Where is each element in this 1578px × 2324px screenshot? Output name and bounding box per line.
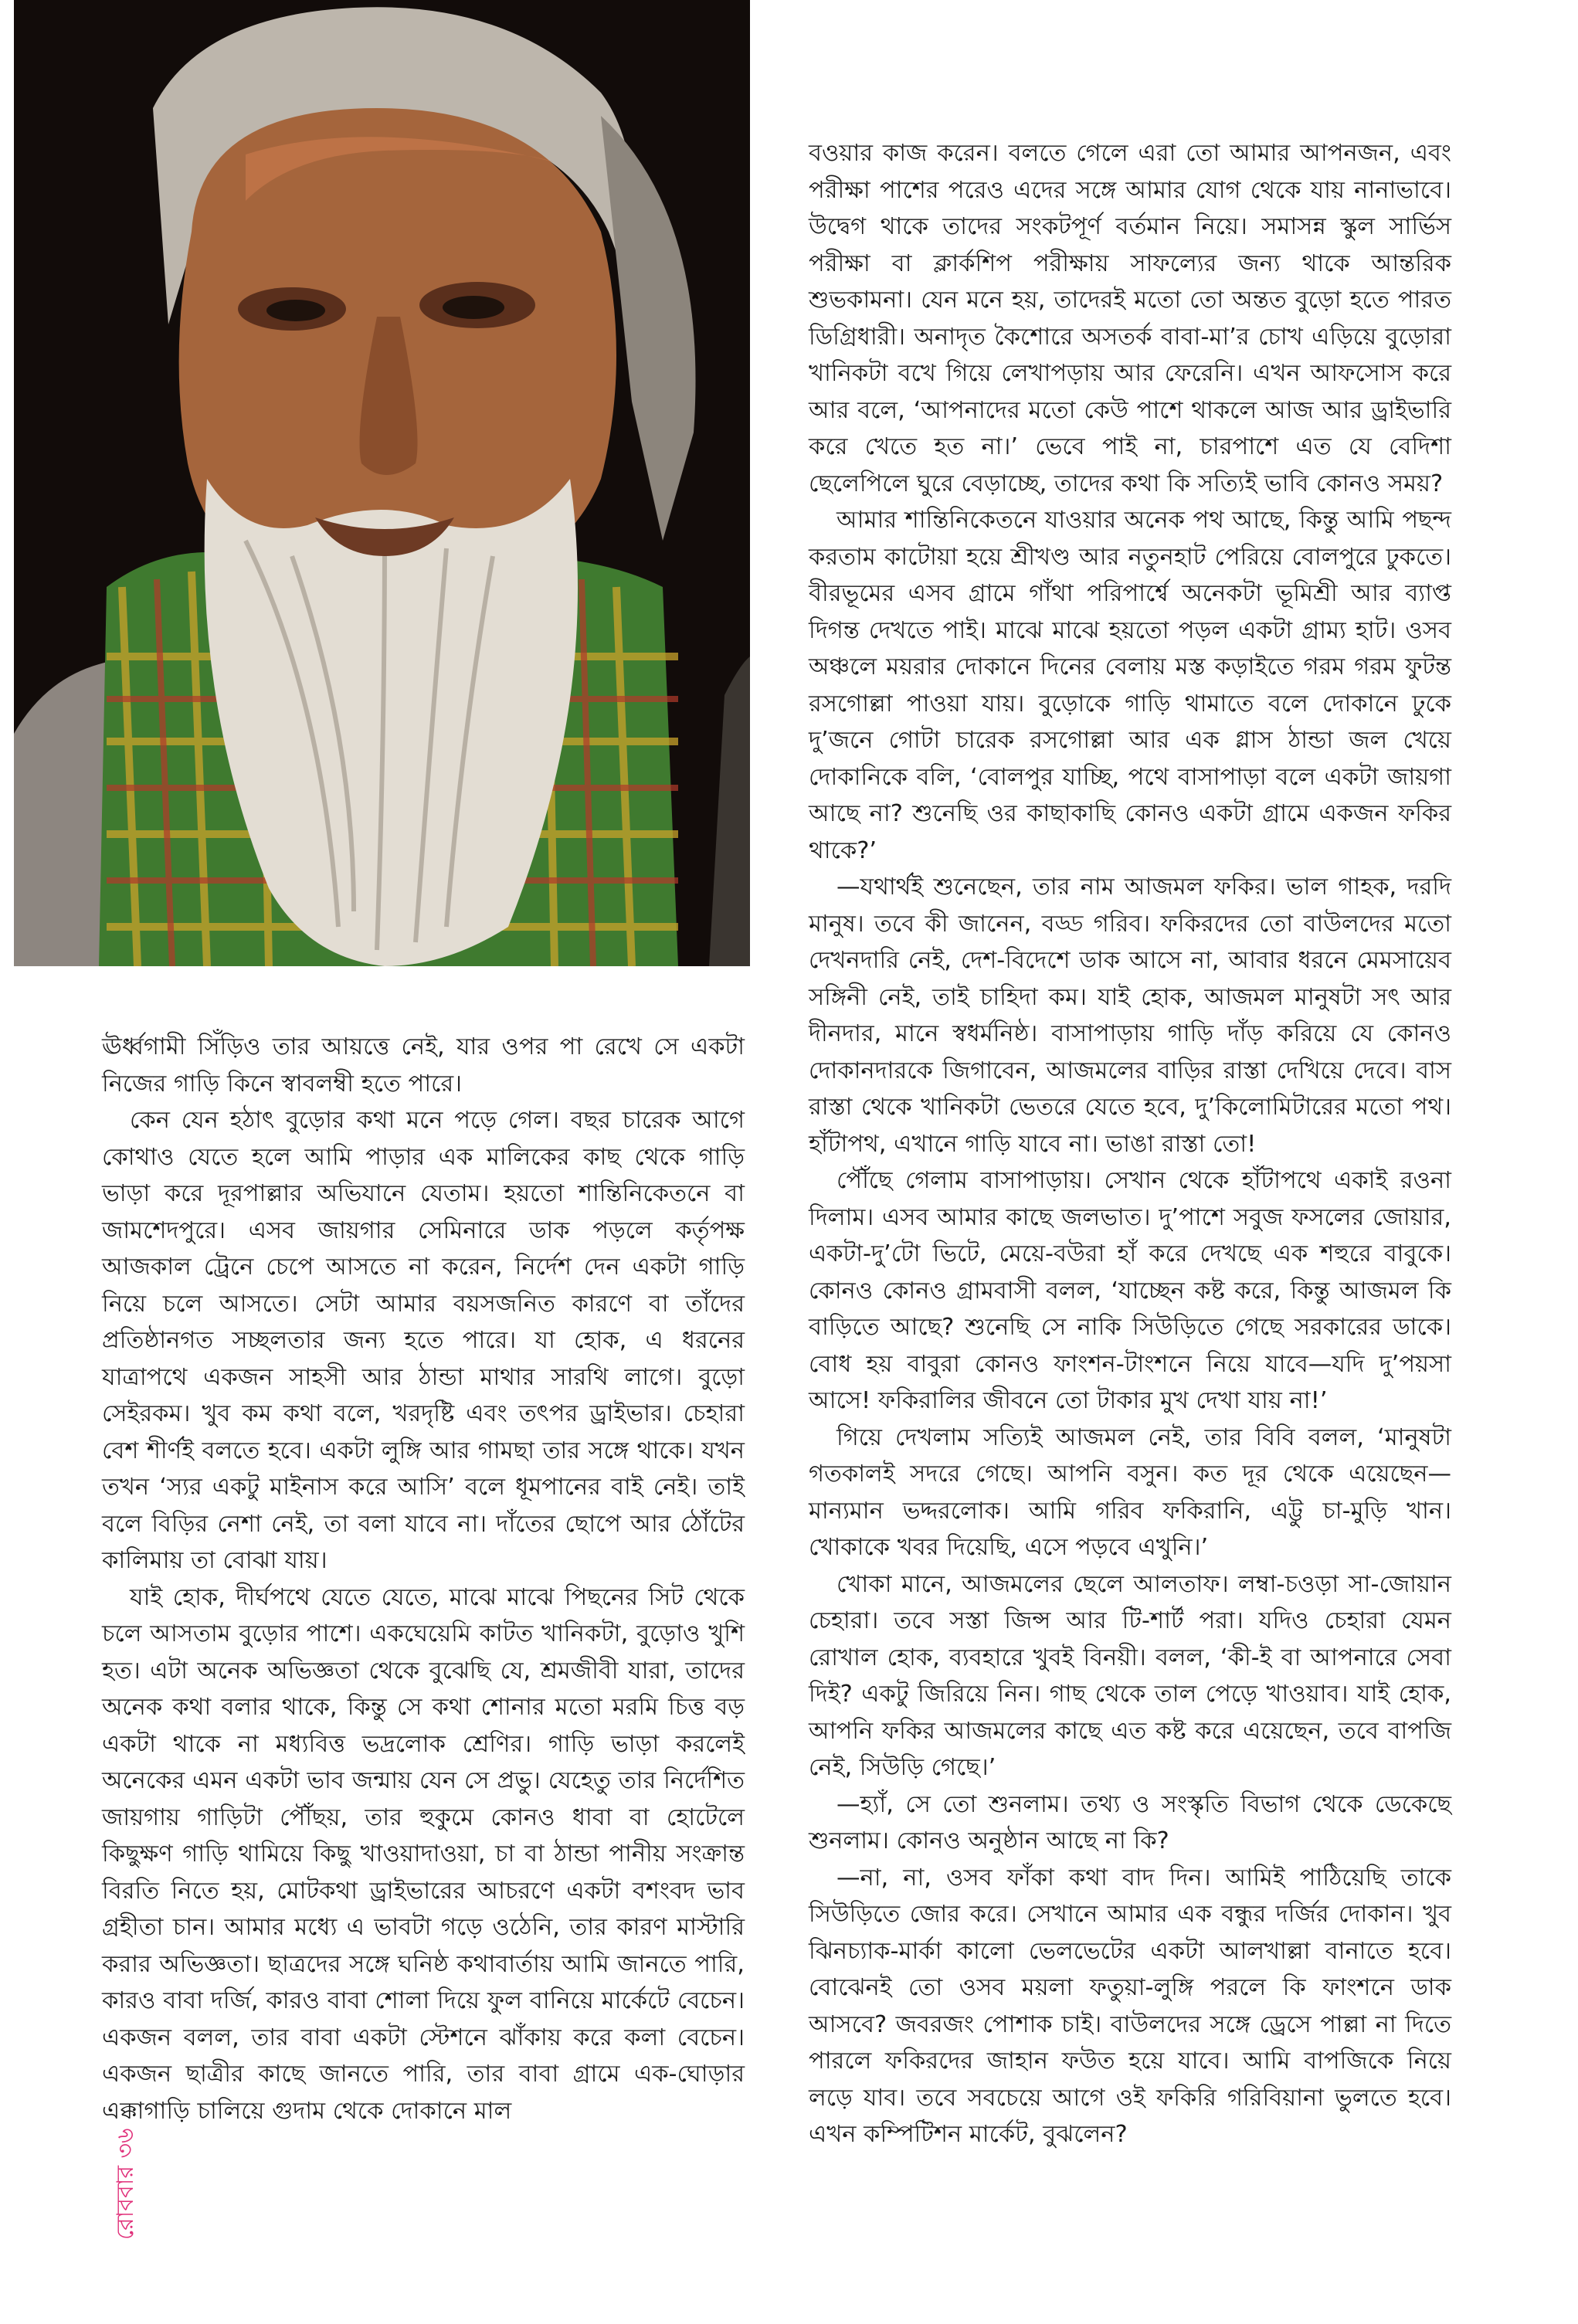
paragraph: —না, না, ওসব ফাঁকা কথা বাদ দিন। আমিই পাঠিয়েছি তাকে সিউড়িতে জোর করে। সেখানে আমার এক বন্ধুর দর্জির দোকান। খুব ঝিনচ্যাক-মার্কা কালো ভেলভেটের একটা আলখাল্লা বানাতে হবে। বোঝেনই তো ওসব ময়লা ফতুয়া-লুঙ্গি পরলে কি ফাংশনে ডাক আসবে? জবরজং পোশাক চাই। বাউলদের সঙ্গে ড্রেসে পাল্লা না দিতে পারলে ফকিরদের জাহান ফউত হয়ে যাবে। আমি বাপজিকে নিয়ে লড়ে যাব। তবে সবচেয়ে আগে ওই ফকিরি গরিবিয়ানা ভুলতে হবে। এখন কম্পিটিশন মার্কেট, বুঝলেন? [809, 1864, 1451, 2148]
left-text-column [102, 1029, 745, 2129]
paragraph: খোকা মানে, আজমলের ছেলে আলতাফ। লম্বা-চওড়া সা-জোয়ান চেহারা। তবে সস্তা জিন্স আর টি-শার্ট পরা। যদিও চেহারা যেমন রোখাল হোক, ব্যবহারে খুবই বিনয়ী। বলল, ‘কী-ই বা আপনারে সেবা দিই? একটু জিরিয়ে নিন। গাছ থেকে তাল পেড়ে খাওয়াব। যাই হোক, আপনি ফকির আজমলের কাছে এত কষ্ট করে এয়েছেন, তবে বাপজি নেই, সিউড়ি গেছে।’ [809, 1570, 1451, 1781]
paragraph: —হ্যাঁ, সে তো শুনলাম। তথ্য ও সংস্কৃতি বিভাগ থেকে ডেকেছে শুনলাম। কোনও অনুষ্ঠান আছে না কি? [809, 1790, 1451, 1854]
paragraph: পৌঁছে গেলাম বাসাপাড়ায়। সেখান থেকে হাঁটাপথে একাই রওনা দিলাম। এসব আমার কাছে জলভাত। দু’পাশে সবুজ ফসলের জোয়ার, একটা-দু’টো ভিটে, মেয়ে-বউরা হাঁ করে দেখছে এক শহুরে বাবুকে। কোনও কোনও গ্রামবাসী বলল, ‘যাচ্ছেন কষ্ট করে, কিন্তু আজমল কি বাড়িতে আছে? শুনেছি সে নাকি সিউড়িতে গেছে সরকারের ডাকে। বোধ হয় বাবুরা কোনও ফাংশন-টাংশনে নিয়ে যাবে—যদি দু’পয়সা আসে! ফকিরালির জীবনে তো টাকার মুখ দেখা যায় না!’ [809, 1167, 1451, 1414]
portrait-photo [14, 0, 750, 966]
paragraph: যাই হোক, দীর্ঘপথে যেতে যেতে, মাঝে মাঝে পিছনের সিট থেকে চলে আসতাম বুড়োর পাশে। একঘেয়েমি কাটত খানিকটা, বুড়োও খুশি হত। এটা অনেক অভিজ্ঞতা থেকে বুঝেছি যে, শ্রমজীবী যারা, তাদের অনেক কথা বলার থাকে, কিন্তু সে কথা শোনার মতো মরমি চিত্ত বড় একটা থাকে না মধ্যবিত্ত ভদ্রলোক শ্রেণির। গাড়ি ভাড়া করলেই অনেকের এমন একটা ভাব জন্মায় যেন সে প্রভু। যেহেতু তার নির্দেশিত জায়গায় গাড়িটা পৌঁছয়, তার হুকুমে কোনও ধাবা বা হোটেলে কিছুক্ষণ গাড়ি থামিয়ে কিছু খাওয়াদাওয়া, চা বা ঠান্ডা পানীয় সংক্রান্ত বিরতি নিতে হয়, মোটকথা ড্রাইভারের আচরণে একটা বশংবদ ভাব গ্রহীতা চান। আমার মধ্যে এ ভাবটা গড়ে ওঠেনি, তার কারণ মাস্টারি করার অভিজ্ঞতা। ছাত্রদের সঙ্গে ঘনিষ্ঠ কথাবার্তায় আমি জানতে পারি, কারও বাবা দর্জি, কারও বাবা শোলা দিয়ে ফুল বানিয়ে মার্কেটে বেচেন। একজন বলল, তার বাবা একটা স্টেশনে ঝাঁকায় করে কলা বেচেন। একজন ছাত্রীর কাছে জানতে পারি, তার বাবা গ্রামে এক-ঘোড়ার এক্কাগাড়ি চালিয়ে গুদাম থেকে দোকানে মাল [102, 1583, 745, 2125]
portrait-illustration [14, 0, 750, 966]
paragraph: আমার শান্তিনিকেতনে যাওয়ার অনেক পথ আছে, কিন্তু আমি পছন্দ করতাম কাটোয়া হয়ে শ্রীখণ্ড আর নতুনহাট পেরিয়ে বোলপুরে ঢুকতে। বীরভূমের এসব গ্রামে গাঁথা পরিপার্শ্বে অনেকটা ভূমিশ্রী আর ব্যাপ্ত দিগন্ত দেখতে পাই। মাঝে মাঝে হয়তো পড়ল একটা গ্রাম্য হাট। ওসব অঞ্চলে ময়রার দোকানে দিনের বেলায় মস্ত কড়াইতে গরম গরম ফুটন্ত রসগোল্লা পাওয়া যায়। বুড়োকে গাড়ি থামাতে বলে দোকানে ঢুকে দু’জনে গোটা চারেক রসগোল্লা আর এক গ্লাস ঠান্ডা জল খেয়ে দোকানিকে বলি, ‘বোলপুর যাচ্ছি, পথে বাসাপাড়া বলে একটা জায়গা আছে না? শুনেছি ওর কাছাকাছি কোনও একটা গ্রামে একজন ফকির থাকে?’ [809, 507, 1451, 864]
paragraph: কেন যেন হঠাৎ বুড়োর কথা মনে পড়ে গেল। বছর চারেক আগে কোথাও যেতে হলে আমি পাড়ার এক মালিকের কাছ থেকে গাড়ি ভাড়া করে দূরপাল্লার অভিযানে যেতাম। হয়তো শান্তিনিকেতনে বা জামশেদপুরে। এসব জায়গার সেমিনারে ডাক পড়লে কর্তৃপক্ষ আজকাল ট্রেনে চেপে আসতে না করেন, নির্দেশ দেন একটা গাড়ি নিয়ে চলে আসতে। সেটা আমার বয়সজনিত কারণে বা তাঁদের প্রতিষ্ঠানগত সচ্ছলতার জন্য হতে পারে। যা হোক, এ ধরনের যাত্রাপথে একজন সাহসী আর ঠান্ডা মাথার সারথি লাগে। বুড়ো সেইরকম। খুব কম কথা বলে, খরদৃষ্টি এবং তৎপর ড্রাইভার। চেহারা বেশ শীর্ণই বলতে হবে। একটা লুঙ্গি আর গামছা তার সঙ্গে থাকে। যখন তখন ‘স্যর একটু মাইনাস করে আসি’ বলে ধূমপানের বাই নেই। তাই বলে বিড়ির নেশা নেই, তা বলা যাবে না। দাঁতের ছোপে আর ঠোঁটের কালিমায় তা বোঝা যায়। [102, 1107, 745, 1574]
paragraph: বওয়ার কাজ করেন। বলতে গেলে এরা তো আমার আপনজন, এবং পরীক্ষা পাশের পরেও এদের সঙ্গে আমার যোগ থেকে যায় নানাভাবে। উদ্বেগ থাকে তাদের সংকটপূর্ণ বর্তমান নিয়ে। সমাসন্ন স্কুল সার্ভিস পরীক্ষা বা ক্লার্কশিপ পরীক্ষায় সাফল্যের জন্য থাকে আন্তরিক শুভকামনা। যেন মনে হয়, তাদেরই মতো তো অন্তত বুড়ো হতে পারত ডিগ্রিধারী। অনাদৃত কৈশোরে অসতর্ক বাবা-মা’র চোখ এড়িয়ে বুড়োরা খানিকটা বখে গিয়ে লেখাপড়ায় আর ফেরেনি। এখন আফসোস করে আর বলে, ‘আপনাদের মতো কেউ পাশে থাকলে আজ আর ড্রাইভারি করে খেতে হত না।’ ভেবে পাই না, চারপাশে এত যে বেদিশা ছেলেপিলে ঘুরে বেড়াচ্ছে, তাদের কথা কি সত্যিই ভাবি কোনও সময়? [809, 140, 1451, 497]
paragraph: ঊর্ধ্বগামী সিঁড়িও তার আয়ত্তে নেই, যার ওপর পা রেখে সে একটা নিজের গাড়ি কিনে স্বাবলম্বী হতে পারে। [102, 1033, 745, 1098]
page-folio: রোববার ৩৬ [112, 2128, 139, 2240]
paragraph: গিয়ে দেখলাম সত্যিই আজমল নেই, তার বিবি বলল, ‘মানুষটা গতকালই সদরে গেছে। আপনি বসুন। কত দূর থেকে এয়েছেন—মান্যমান ভদ্দরলোক। আমি গরিব ফকিরানি, এট্টু চা-মুড়ি খান। খোকাকে খবর দিয়েছি, এসে পড়বে এখুনি।’ [809, 1423, 1451, 1561]
right-text-column [809, 135, 1451, 2153]
paragraph: —যথার্থই শুনেছেন, তার নাম আজমল ফকির। ভাল গাহক, দরদি মানুষ। তবে কী জানেন, বড্ড গরিব। ফকিরদের তো বাউলদের মতো দেখনদারি নেই, দেশ-বিদেশে ডাক আসে না, আবার ধরনে মেমসায়েব সঙ্গিনী নেই, তাই চাহিদা কম। যাই হোক, আজমল মানুষটা সৎ আর দীনদার, মানে স্বধর্মনিষ্ঠ। বাসাপাড়ায় গাড়ি দাঁড় করিয়ে যে কোনও দোকানদারকে জিগাবেন, আজমলের বাড়ির রাস্তা দেখিয়ে দেবে। বাস রাস্তা থেকে খানিকটা ভেতরে যেতে হবে, দু’কিলোমিটারের মতো পথ। হাঁটাপথ, এখানে গাড়ি যাবে না। ভাঙা রাস্তা তো! [809, 874, 1451, 1158]
